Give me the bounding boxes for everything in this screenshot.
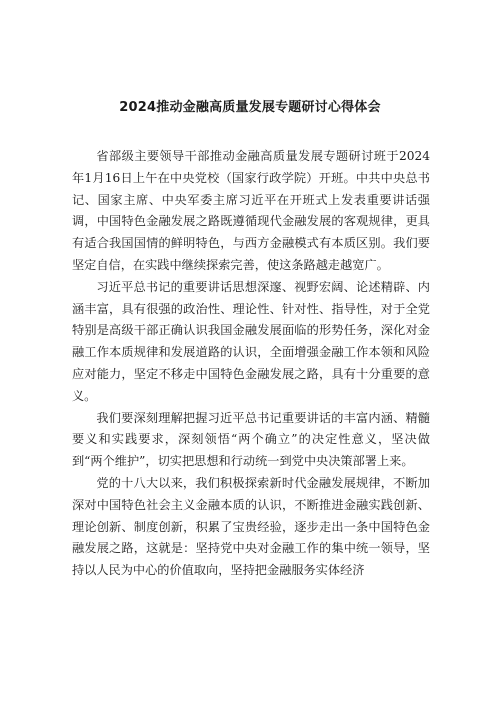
paragraph: 省部级主要领导干部推动金融高质量发展专题研讨班于2024年1月16日上午在中央党校（国家行政学院）开班。中共中央总书记、国家主席、中央军委主席习近平在开班式上发表重要讲话强调，中国特色金融发展之路既遵循现代金融发展的客观规律，更具有适合我国国情的鲜明特色，与西方金融模式有本质区别。我们要坚定自信，在实践中继续探索完善，使这条路越走越宽广。 [72,149,430,272]
document-body [72,146,430,582]
paragraph: 党的十八大以来，我们积极探索新时代金融发展规律，不断加深对中国特色社会主义金融本质的认识，不断推进金融实践创新、理论创新、制度创新，积累了宝贵经验，逐步走出一条中国特色金融发展之路，这就是：坚持党中央对金融工作的集中统一领导，坚持以人民为中心的价值取向，坚持把金融服务实体经济 [72,475,430,578]
paragraph: 我们要深刻理解把握习近平总书记重要讲话的丰富内涵、精髓要义和实践要求，深刻领悟“两个确立”的决定性意义，坚决做到“两个维护”，切实把思想和行动统一到党中央决策部署上来。 [72,410,430,469]
document-title: 2024推动金融高质量发展专题研讨心得体会 [119,100,381,115]
paragraph: 习近平总书记的重要讲话思想深邃、视野宏阔、论述精辟、内涵丰富，具有很强的政治性、理论性、针对性、指导性，对于全党特别是高级干部正确认识我国金融发展面临的形势任务，深化对金融工作本质规律和发展道路的认识，全面增强金融工作本领和风险应对能力，坚定不移走中国特色金融发展之路，具有十分重要的意义。 [72,279,430,403]
